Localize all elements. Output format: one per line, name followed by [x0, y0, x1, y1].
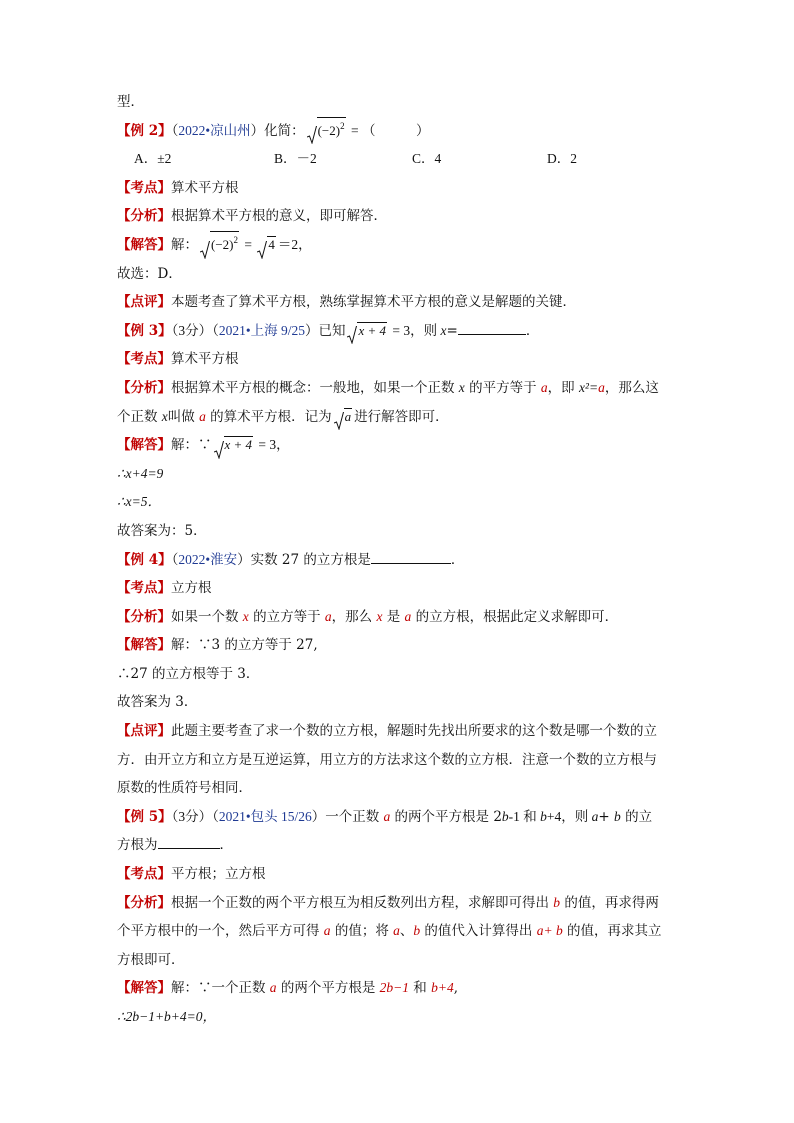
analysis: 【分析】根据一个正数的两个平方根互为相反数列出方程，求解即可得出 b 的值，再求得两: [117, 894, 659, 911]
solution: 【解答】解：∵ x + 4 = 3，: [117, 431, 687, 460]
example-4-question: 【例 4】（2022•淮安）实数 27 的立方根是 ．: [117, 546, 687, 575]
sqrt-expression: a: [334, 403, 353, 432]
solution-step: ∴x=5．: [117, 494, 161, 510]
example-tag: 【例 5】: [117, 808, 172, 825]
answer-blank[interactable]: [458, 320, 526, 335]
radical-sign-icon: [307, 126, 317, 144]
example-tag: 【例 2】: [117, 122, 172, 139]
example-tag: 【例 3】: [117, 322, 172, 339]
solution: 【解答】解： $(-2)^2$ = 4 ＝2，: [117, 231, 687, 260]
solution: 【解答】解：∵一个正数 a 的两个平方根是 2b−1 和 b+4,: [117, 980, 459, 997]
answer-choice: 故选：D．: [117, 265, 182, 282]
sqrt-expression: x + 4: [214, 431, 254, 460]
radical-sign-icon: [200, 241, 210, 259]
knowledge-point: 【考点】算术平方根: [117, 179, 239, 196]
source-label: 2021•包头 15/26: [218, 808, 312, 824]
answer-blank[interactable]: [371, 549, 451, 564]
analysis: 【分析】如果一个数 x 的立方等于 a，那么 x 是 a 的立方根，根据此定义求解即可．: [117, 608, 619, 625]
example-tag: 【例 4】: [117, 551, 172, 568]
option-b: B．－2: [274, 151, 317, 167]
option-c: C．4: [412, 151, 442, 167]
sqrt-expression: 4: [257, 231, 276, 260]
answer: 故答案为：5．: [117, 522, 207, 539]
solution: 【解答】解：∵3 的立方等于 27,: [117, 637, 318, 654]
source-label: 2022•淮安: [178, 551, 238, 567]
comment-continued: 原数的性质符号相同．: [117, 780, 252, 797]
analysis: 【分析】根据算术平方根的概念：一般地，如果一个正数 x 的平方等于 a，即 x²=a，那么这: [117, 379, 659, 396]
option-a: A．±2: [134, 151, 172, 167]
sqrt-expression: x + 4: [347, 317, 387, 346]
example-3-question: 【例 3】（3分）（2021•上海 9/25）已知 x + 4 = 3，则 x= ．: [117, 317, 687, 346]
option-d: D．2: [547, 151, 577, 167]
text-line: 型．: [117, 94, 144, 110]
analysis-continued: 方根即可．: [117, 951, 185, 968]
comment: 【点评】本题考查了算术平方根，熟练掌握算术平方根的意义是解题的关键．: [117, 294, 576, 311]
comment-continued: 方．由开立方和立方是互逆运算，用立方的方法求这个数的立方根．注意一个数的立方根与: [117, 751, 657, 768]
source-label: 2021•上海 9/25: [218, 322, 305, 338]
radical-sign-icon: [347, 326, 357, 344]
sqrt-expression: $(-2)^2$: [307, 117, 346, 146]
source-label: 2022•凉山州: [178, 122, 251, 138]
example-2-question: 【例 2】（2022•凉山州）化简： $(-2)^2$ = （ ）: [117, 117, 687, 146]
analysis-continued: 个正数 x叫做 a 的算术平方根．记为 a 进行解答即可．: [117, 403, 687, 432]
knowledge-point: 【考点】平方根；立方根: [117, 866, 266, 883]
solution-step: ∴x+4=9: [117, 465, 164, 481]
knowledge-point: 【考点】算术平方根: [117, 351, 239, 368]
radical-sign-icon: [334, 412, 344, 430]
answer: 故答案为 3．: [117, 694, 198, 711]
example-5-question: 【例 5】（3分）（2021•包头 15/26）一个正数 a 的两个平方根是 2b-1 和 b+4，则 a+ b 的立: [117, 808, 653, 825]
example-5-question-continued: 方根为 ．: [117, 831, 687, 860]
example-2-options: [117, 145, 687, 174]
solution-step: ∴2b−1+b+4=0，: [117, 1009, 217, 1024]
analysis-continued: 个平方根中的一个，然后平方可得 a 的值；将 a、b 的值代入计算得出 a+ b 的值，再求其立: [117, 923, 662, 940]
answer-blank[interactable]: [158, 834, 220, 849]
sqrt-expression: $(-2)^2$: [200, 231, 239, 260]
knowledge-point: 【考点】立方根: [117, 580, 212, 597]
document-page: [117, 88, 687, 1032]
analysis: 【分析】根据算术平方根的意义，即可解答．: [117, 208, 387, 225]
radical-sign-icon: [257, 241, 267, 259]
radical-sign-icon: [214, 441, 224, 459]
solution-step: ∴27 的立方根等于 3．: [117, 665, 260, 682]
comment: 【点评】此题主要考查了求一个数的立方根，解题时先找出所要求的这个数是哪一个数的立: [117, 723, 657, 740]
